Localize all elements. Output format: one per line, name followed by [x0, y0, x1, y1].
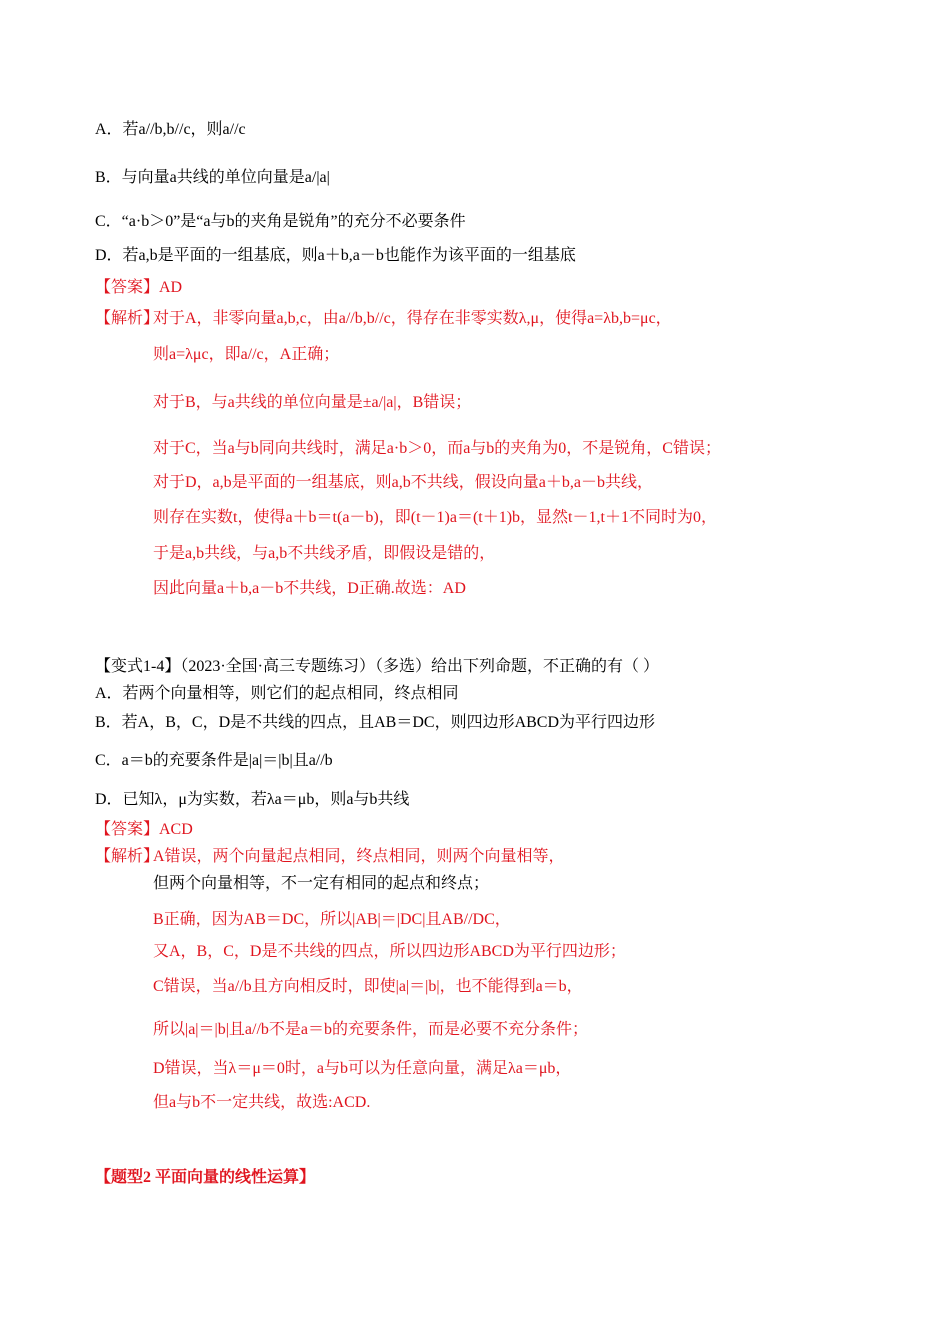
q1-answer: 【答案】AD [95, 279, 183, 296]
q1-analysis-line: 则a=λμc，即a//c，A正确； [153, 346, 340, 363]
q1-analysis-line: 对于A，非零向量a,b,c，由a//b,b//c，得存在非零实数λ,μ，使得a=λb,b=μc， [153, 310, 672, 327]
q2-analysis-line: 但两个向量相等，不一定有相同的起点和终点； [153, 875, 490, 892]
q1-option-a: A．若a//b,b//c，则a//c [95, 121, 246, 138]
q1-analysis-line: 因此向量a＋b,a－b不共线，D正确.故选：AD [153, 580, 466, 597]
q2-analysis-line: B正确，因为AB＝DC，所以|AB|＝|DC|且AB//DC， [153, 911, 511, 928]
q2-option-b: B．若A，B，C，D是不共线的四点，且AB＝DC，则四边形ABCD为平行四边形 [95, 714, 656, 731]
q1-analysis-label: 【解析】 [95, 310, 160, 327]
q1-analysis-line: 则存在实数t，使得a＋b＝t(a－b)，即(t－1)a＝(t＋1)b，显然t－1,t＋1不同时为0， [153, 509, 717, 526]
q2-analysis-line: 所以|a|＝|b|且a//b不是a＝b的充要条件，而是必要不充分条件； [153, 1021, 589, 1038]
q2-header: 【变式1-4】（2023·全国·高三专题练习）（多选）给出下列命题，不正确的有（ ） [95, 658, 659, 675]
q2-analysis-line: 又A，B，C，D是不共线的四点，所以四边形ABCD为平行四边形； [153, 943, 626, 960]
q1-option-d: D．若a,b是平面的一组基底，则a＋b,a－b也能作为该平面的一组基底 [95, 247, 576, 264]
q1-analysis-line: 于是a,b共线，与a,b不共线矛盾，即假设是错的， [153, 545, 496, 562]
q1-analysis-line: 对于C，当a与b同向共线时，满足a·b＞0，而a与b的夹角为0，不是锐角，C错误； [153, 440, 721, 457]
q1-option-b: B．与向量a共线的单位向量是a/|a| [95, 169, 330, 186]
q2-option-c: C．a＝b的充要条件是|a|＝|b|且a//b [95, 752, 333, 769]
q1-analysis-line: 对于D，a,b是平面的一组基底，则a,b不共线，假设向量a＋b,a－b共线， [153, 474, 653, 491]
q2-option-d: D．已知λ，μ为实数，若λa＝μb，则a与b共线 [95, 791, 410, 808]
q1-option-c: C．“a·b＞0”是“a与b的夹角是锐角”的充分不必要条件 [95, 213, 466, 230]
q2-analysis-line: C错误，当a//b且方向相反时，即使|a|＝|b|，也不能得到a＝b， [153, 978, 583, 995]
q2-analysis-line: D错误，当λ＝μ＝0时，a与b可以为任意向量，满足λa＝μb， [153, 1060, 572, 1077]
q2-analysis-line: A错误，两个向量起点相同，终点相同，则两个向量相等， [153, 848, 565, 865]
q2-analysis-line: 但a与b不一定共线，故选:ACD. [153, 1094, 371, 1111]
section-title: 【题型2 平面向量的线性运算】 [95, 1169, 316, 1186]
q2-analysis-label: 【解析】 [95, 848, 160, 865]
q1-analysis-line: 对于B，与a共线的单位向量是±a/|a|，B错误； [153, 394, 472, 411]
q2-option-a: A．若两个向量相等，则它们的起点相同，终点相同 [95, 685, 459, 702]
q2-answer: 【答案】ACD [95, 821, 193, 838]
